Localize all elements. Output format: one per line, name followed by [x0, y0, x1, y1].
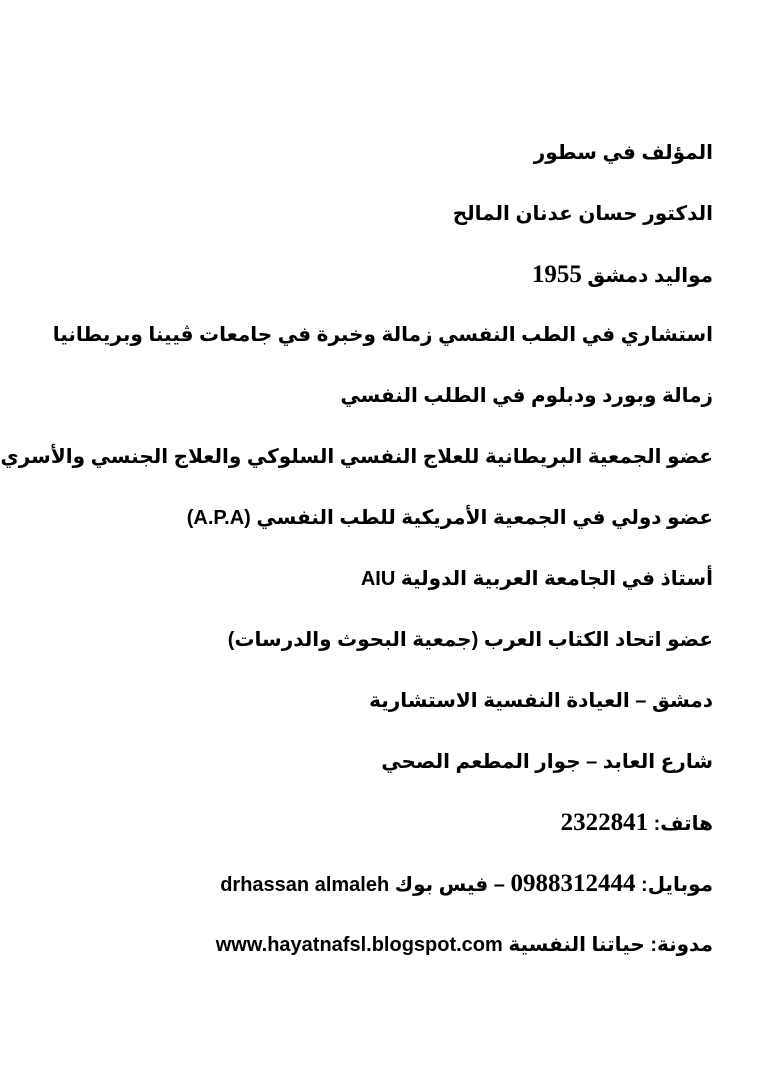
consultant-line: استشاري في الطب النفسي زمالة وخبرة في جامعات ڤيينا وبريطانيا [52, 324, 713, 346]
birth-line [30, 259, 713, 291]
clinic-line: دمشق – العيادة النفسية الاستشارية [369, 690, 713, 712]
phone-label: هاتف: [653, 813, 713, 835]
birth-label: مواليد دمشق [587, 265, 713, 287]
mobile-line [30, 868, 713, 900]
address-line: شارع العابد – جوار المطعم الصحي [381, 751, 713, 773]
phone-number: 2322841 [560, 809, 649, 836]
fellowship-line: زمالة وبورد ودبلوم في الطلب النفسي [340, 385, 713, 407]
mobile-number: 0988312444 [510, 870, 636, 897]
mobile-label: موبايل: [641, 874, 713, 896]
british-society-line: عضو الجمعية البريطانية للعلاج النفسي السلوكي والعلاج الجنسي والأسري [0, 446, 713, 468]
phone-line [30, 807, 713, 839]
facebook-handle: drhassan almaleh [220, 874, 390, 896]
apa-member-line: عضو دولي في الجمعية الأمريكية للطب النفسي (A.P.A) [186, 507, 713, 529]
blog-url: www.hayatnafsl.blogspot.com [215, 934, 503, 956]
author-name: الدكتور حسان عدنان المالح [452, 203, 713, 225]
birth-year: 1955 [531, 261, 582, 288]
aiu-professor-line: أستاذ في الجامعة العربية الدولية AIU [360, 568, 713, 590]
facebook-separator: – فيس بوك [394, 874, 505, 896]
blog-line [30, 929, 713, 961]
blog-label: مدونة: حياتنا النفسية [508, 934, 713, 956]
section-heading: المؤلف في سطور [533, 142, 713, 164]
writers-union-line: عضو اتحاد الكتاب العرب (جمعية البحوث والدرسات) [227, 629, 713, 651]
